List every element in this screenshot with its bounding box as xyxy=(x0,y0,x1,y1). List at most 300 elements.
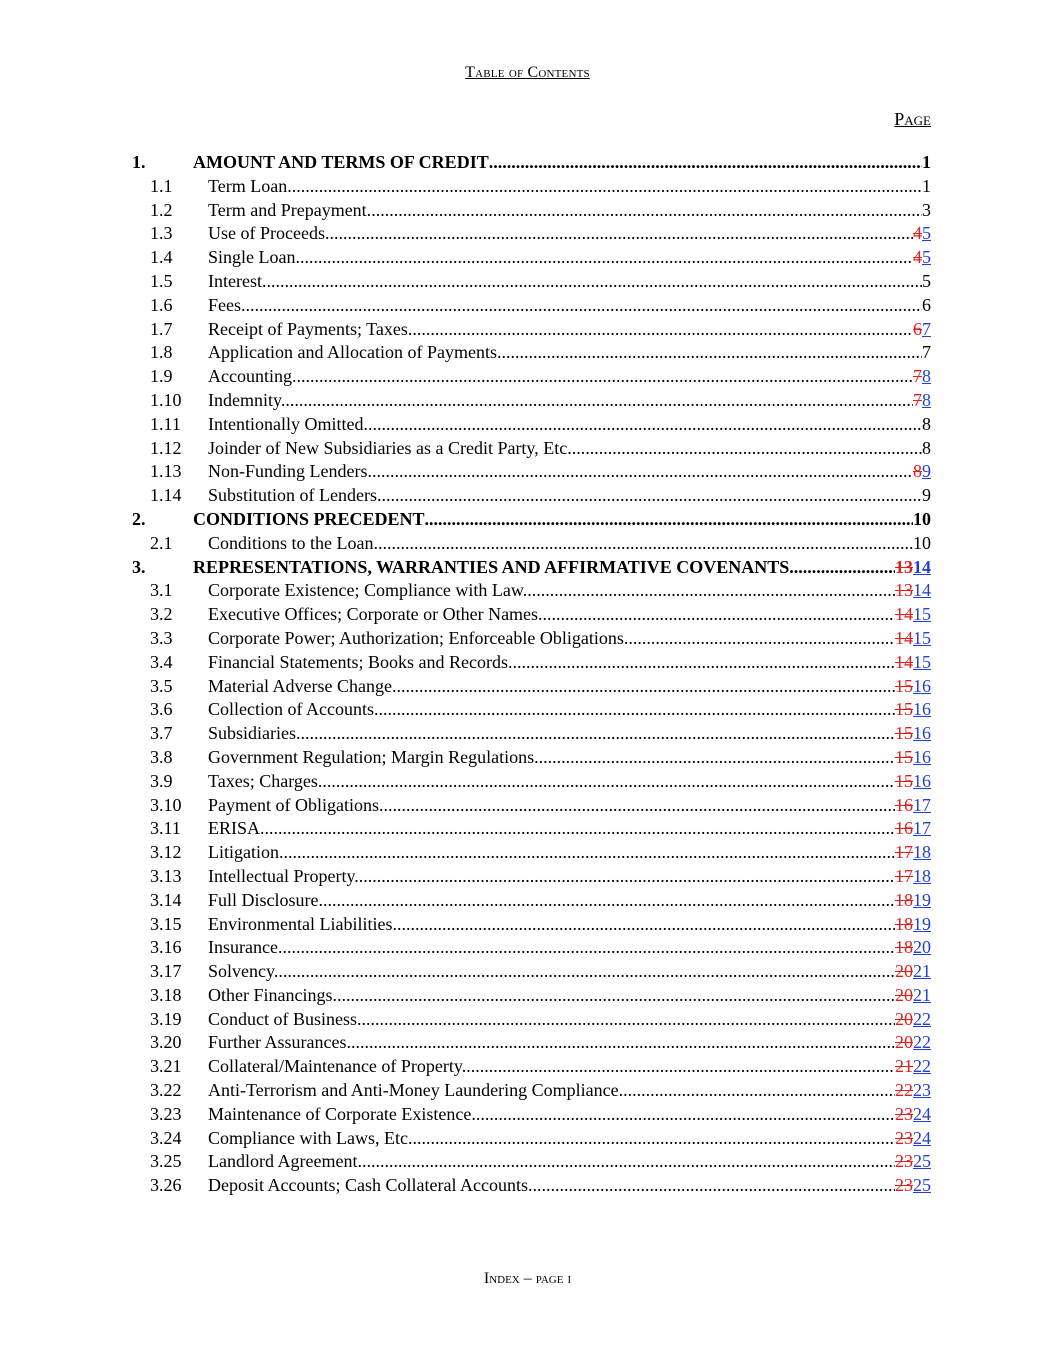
dot-leader xyxy=(292,175,922,199)
toc-page-number[interactable] xyxy=(895,1174,931,1198)
toc-entry-number: 1.1 xyxy=(150,175,173,196)
toc-page-number[interactable] xyxy=(913,318,931,342)
toc-entry-number: 3.16 xyxy=(150,937,182,958)
toc-entry-number: 3.3 xyxy=(150,627,173,648)
toc-entry-row[interactable] xyxy=(0,437,1055,461)
deleted-page-number: 16 xyxy=(895,794,913,815)
dot-leader xyxy=(300,246,913,270)
toc-entry-title[interactable]: Anti-Terrorism and Anti-Money Laundering Compliance. xyxy=(208,1080,624,1101)
deleted-page-number: 8 xyxy=(913,461,922,482)
inserted-page-number-link[interactable]: 21 xyxy=(913,984,931,1005)
toc-entry-title[interactable]: Joinder of New Subsidiaries as a Credit Party, Etc. xyxy=(208,437,572,458)
dot-leader xyxy=(501,341,922,365)
inserted-page-number-link[interactable]: 24 xyxy=(913,1103,931,1124)
toc-entry-row[interactable] xyxy=(0,199,1055,223)
inserted-page-number-link[interactable]: 18 xyxy=(913,842,931,863)
toc-entry-number: 1.10 xyxy=(150,389,182,410)
deleted-page-number: 15 xyxy=(895,675,913,696)
toc-page-number[interactable] xyxy=(895,1031,931,1055)
toc-entry-title[interactable]: Fees. xyxy=(208,294,246,315)
deleted-page-number: 15 xyxy=(895,746,913,767)
dot-leader xyxy=(532,1174,895,1198)
toc-entry-title[interactable]: Payment of Obligations. xyxy=(208,794,384,815)
dot-leader xyxy=(296,365,913,389)
deleted-page-number: 14 xyxy=(895,627,913,648)
page-number: 1 xyxy=(922,175,931,196)
toc-page-number[interactable] xyxy=(895,913,931,937)
deleted-page-number: 20 xyxy=(895,1032,913,1053)
dot-leader xyxy=(378,532,913,556)
dot-leader xyxy=(246,294,923,318)
dot-leader xyxy=(382,484,923,508)
dot-leader xyxy=(371,199,922,223)
toc-entry-title[interactable]: Further Assurances. xyxy=(208,1032,351,1053)
inserted-page-number-link[interactable]: 19 xyxy=(913,913,931,934)
toc-entry-number: 3.12 xyxy=(150,842,182,863)
inserted-page-number-link[interactable]: 5 xyxy=(922,223,931,244)
toc-entry-title[interactable]: Subsidiaries. xyxy=(208,723,301,744)
dot-leader xyxy=(412,318,913,342)
toc-page-number[interactable] xyxy=(913,532,931,556)
toc-entry-row[interactable] xyxy=(0,460,1055,484)
page-number: 8 xyxy=(922,437,931,458)
toc-page-number[interactable] xyxy=(922,294,931,318)
toc-section-row[interactable] xyxy=(0,508,1055,532)
inserted-page-number-link[interactable]: 21 xyxy=(913,961,931,982)
inserted-page-number-link[interactable]: 19 xyxy=(913,889,931,910)
toc-entry-row[interactable] xyxy=(0,365,1055,389)
toc-entry-number: 1. xyxy=(132,152,146,172)
toc-entry-number: 3.21 xyxy=(150,1056,182,1077)
toc-page-number[interactable] xyxy=(895,579,931,603)
deleted-page-number: 13 xyxy=(895,580,913,601)
dot-leader xyxy=(262,270,922,294)
dot-leader xyxy=(278,960,895,984)
inserted-page-number-link[interactable]: 16 xyxy=(913,746,931,767)
toc-entry-row[interactable] xyxy=(0,889,1055,913)
inserted-page-number-link[interactable]: 25 xyxy=(913,1151,931,1172)
toc-entry-row[interactable] xyxy=(0,175,1055,199)
toc-page-number[interactable] xyxy=(895,722,931,746)
inserted-page-number-link[interactable]: 25 xyxy=(913,1175,931,1196)
toc-entry-row[interactable] xyxy=(0,817,1055,841)
deleted-page-number: 13 xyxy=(895,556,913,577)
toc-entry-row[interactable] xyxy=(0,389,1055,413)
toc-page-number[interactable] xyxy=(895,1127,931,1151)
toc-entry-title[interactable]: Collection of Accounts. xyxy=(208,699,379,720)
toc-entry-number: 3.10 xyxy=(150,794,182,815)
toc-heading: Table of Contents xyxy=(465,64,590,81)
toc-page-number[interactable] xyxy=(895,627,931,651)
deleted-page-number: 22 xyxy=(895,1080,913,1101)
dot-leader xyxy=(378,698,895,722)
toc-entry-title[interactable]: Taxes; Charges. xyxy=(208,770,323,791)
toc-page-number[interactable] xyxy=(922,199,931,223)
toc-page-number[interactable] xyxy=(895,1055,931,1079)
inserted-page-number-link[interactable]: 15 xyxy=(913,627,931,648)
deleted-page-number: 20 xyxy=(895,961,913,982)
deleted-page-number: 14 xyxy=(895,651,913,672)
dot-leader xyxy=(362,1150,895,1174)
toc-entry-title[interactable]: Collateral/Maintenance of Property. xyxy=(208,1056,467,1077)
toc-entry-title[interactable]: Other Financings. xyxy=(208,984,337,1005)
toc-entry-title[interactable]: Single Loan. xyxy=(208,247,300,268)
toc-entry-number: 3.26 xyxy=(150,1175,182,1196)
toc-page-number[interactable] xyxy=(895,794,931,818)
page-number: 7 xyxy=(922,342,931,363)
toc-entry-title[interactable]: REPRESENTATIONS, WARRANTIES AND AFFIRMATIVE COVENANTS xyxy=(193,556,790,577)
toc-entry-row[interactable] xyxy=(0,675,1055,699)
inserted-page-number-link[interactable]: 22 xyxy=(913,1008,931,1029)
inserted-page-number-link[interactable]: 23 xyxy=(913,1080,931,1101)
toc-entry-row[interactable] xyxy=(0,1127,1055,1151)
toc-page-number[interactable] xyxy=(895,984,931,1008)
toc-entry-row[interactable] xyxy=(0,413,1055,437)
deleted-page-number: 18 xyxy=(895,913,913,934)
inserted-page-number-link[interactable]: 8 xyxy=(922,389,931,410)
dot-leader xyxy=(412,1127,895,1151)
deleted-page-number: 4 xyxy=(913,247,922,268)
toc-entry-title[interactable]: Interest xyxy=(208,270,262,291)
toc-entry-number: 3.23 xyxy=(150,1103,182,1124)
dot-leader xyxy=(512,651,895,675)
page-number: 10 xyxy=(913,508,931,529)
deleted-page-number: 4 xyxy=(913,223,922,244)
toc-page-number[interactable] xyxy=(913,365,931,389)
toc-entry-row[interactable] xyxy=(0,532,1055,556)
toc-entry-number: 2.1 xyxy=(150,532,173,553)
toc-page-number[interactable] xyxy=(895,556,931,580)
toc-page-number[interactable] xyxy=(895,817,931,841)
toc-entry-row[interactable] xyxy=(0,484,1055,508)
toc-entry-title[interactable]: Indemnity. xyxy=(208,389,286,410)
toc-page-number[interactable] xyxy=(913,246,931,270)
toc-page-number[interactable] xyxy=(895,1008,931,1032)
deleted-page-number: 18 xyxy=(895,937,913,958)
toc-page-number[interactable] xyxy=(913,508,931,532)
inserted-page-number-link[interactable]: 5 xyxy=(922,247,931,268)
toc-entry-title[interactable]: Material Adverse Change. xyxy=(208,675,397,696)
toc-entry-title[interactable]: Conduct of Business xyxy=(208,1008,358,1029)
inserted-page-number-link[interactable]: 8 xyxy=(922,366,931,387)
deleted-page-number: 23 xyxy=(895,1151,913,1172)
toc-page-number[interactable] xyxy=(895,960,931,984)
dot-leader xyxy=(368,413,922,437)
dot-leader xyxy=(396,675,895,699)
toc-entry-title[interactable]: Receipt of Payments; Taxes. xyxy=(208,318,413,339)
toc-entry-number: 3.17 xyxy=(150,961,182,982)
deleted-page-number: 20 xyxy=(895,984,913,1005)
toc-page-number[interactable] xyxy=(895,651,931,675)
toc-entry-row[interactable] xyxy=(0,1150,1055,1174)
inserted-page-number-link[interactable]: 14 xyxy=(913,556,931,577)
toc-entry-number: 1.4 xyxy=(150,247,173,268)
toc-entry-number: 1.9 xyxy=(150,366,173,387)
toc-entry-title[interactable]: Full Disclosure. xyxy=(208,889,323,910)
dot-leader xyxy=(476,1103,895,1127)
toc-page-number[interactable] xyxy=(895,865,931,889)
toc-entry-row[interactable] xyxy=(0,318,1055,342)
dot-leader xyxy=(489,151,922,175)
toc-entry-row[interactable] xyxy=(0,246,1055,270)
toc-entry-number: 3.20 xyxy=(150,1032,182,1053)
toc-entry-number: 3.25 xyxy=(150,1151,182,1172)
toc-entry-row[interactable] xyxy=(0,1103,1055,1127)
toc-entry-title[interactable]: Maintenance of Corporate Existence. xyxy=(208,1103,476,1124)
deleted-page-number: 18 xyxy=(895,889,913,910)
toc-entry-title[interactable]: Term and Prepayment. xyxy=(208,199,372,220)
toc-entry-title[interactable]: AMOUNT AND TERMS OF CREDIT xyxy=(193,152,489,172)
toc-entry-title[interactable]: Corporate Existence; Compliance with Law. xyxy=(208,580,528,601)
inserted-page-number-link[interactable]: 22 xyxy=(913,1032,931,1053)
toc-entry-number: 1.6 xyxy=(150,294,173,315)
page-number: 10 xyxy=(913,532,931,553)
toc-entry-title[interactable]: Substitution of Lenders. xyxy=(208,485,382,506)
toc-entry-row[interactable] xyxy=(0,698,1055,722)
toc-entry-title[interactable]: Deposit Accounts; Cash Collateral Accounts. xyxy=(208,1175,533,1196)
toc-entry-title[interactable]: Conditions to the Loan. xyxy=(208,532,378,553)
deleted-page-number: 7 xyxy=(913,389,922,410)
toc-page-number[interactable] xyxy=(895,1079,931,1103)
deleted-page-number: 23 xyxy=(895,1175,913,1196)
toc-entry-number: 3.19 xyxy=(150,1008,182,1029)
toc-entry-number: 1.13 xyxy=(150,461,182,482)
toc-page-number[interactable] xyxy=(895,770,931,794)
toc-entry-number: 3.5 xyxy=(150,675,173,696)
toc-entry-number: 3.13 xyxy=(150,865,182,886)
toc-entry-row[interactable] xyxy=(0,1031,1055,1055)
dot-leader xyxy=(425,508,913,532)
toc-entry-number: 3. xyxy=(132,556,146,577)
toc-entry-number: 3.4 xyxy=(150,651,173,672)
toc-entry-number: 1.5 xyxy=(150,270,173,291)
toc-page-number[interactable] xyxy=(895,698,931,722)
toc-entry-title[interactable]: Non-Funding Lenders. xyxy=(208,461,372,482)
deleted-page-number: 23 xyxy=(895,1127,913,1148)
dot-leader xyxy=(623,1079,895,1103)
deleted-page-number: 7 xyxy=(913,366,922,387)
toc-page-number[interactable] xyxy=(913,389,931,413)
toc-entry-title[interactable]: Executive Offices; Corporate or Other Names. xyxy=(208,604,543,625)
toc-entry-row[interactable] xyxy=(0,627,1055,651)
toc-entry-row[interactable] xyxy=(0,341,1055,365)
toc-entry-row[interactable] xyxy=(0,960,1055,984)
dot-leader xyxy=(301,722,896,746)
toc-page-number[interactable] xyxy=(895,889,931,913)
page-number: 1 xyxy=(922,152,931,172)
toc-page-number[interactable] xyxy=(922,484,931,508)
deleted-page-number: 17 xyxy=(895,842,913,863)
inserted-page-number-link[interactable]: 18 xyxy=(913,865,931,886)
toc-entry-row[interactable] xyxy=(0,722,1055,746)
deleted-page-number: 15 xyxy=(895,723,913,744)
dot-leader xyxy=(265,817,895,841)
page-number: 9 xyxy=(922,485,931,506)
toc-entry-title[interactable]: CONDITIONS PRECEDENT xyxy=(193,508,425,529)
deleted-page-number: 20 xyxy=(895,1008,913,1029)
page-number: 8 xyxy=(922,413,931,434)
toc-entry-title[interactable]: Corporate Power; Authorization; Enforceable Obligations. xyxy=(208,627,629,648)
toc-entry-row[interactable] xyxy=(0,913,1055,937)
toc-page-number[interactable] xyxy=(922,175,931,199)
inserted-page-number-link[interactable]: 22 xyxy=(913,1056,931,1077)
toc-entry-title[interactable]: Application and Allocation of Payments. xyxy=(208,342,502,363)
toc-entry-number: 3.22 xyxy=(150,1080,182,1101)
toc-entry-title[interactable]: Term Loan. xyxy=(208,175,292,196)
toc-entry-number: 1.7 xyxy=(150,318,173,339)
toc-entry-number: 3.7 xyxy=(150,723,173,744)
toc-page-number[interactable] xyxy=(922,341,931,365)
toc-section-row[interactable] xyxy=(0,556,1055,580)
dot-leader xyxy=(357,1008,895,1032)
toc-page-number[interactable] xyxy=(922,437,931,461)
dot-leader xyxy=(329,222,913,246)
deleted-page-number: 17 xyxy=(895,865,913,886)
deleted-page-number: 21 xyxy=(895,1056,913,1077)
toc-entry-title[interactable]: Use of Proceeds. xyxy=(208,223,330,244)
toc-entry-title[interactable]: Landlord Agreement. xyxy=(208,1151,362,1172)
toc-entry-number: 1.3 xyxy=(150,223,173,244)
page-column-label: Page xyxy=(894,109,931,129)
dot-leader xyxy=(359,865,895,889)
toc-page-number[interactable] xyxy=(895,1103,931,1127)
inserted-page-number-link[interactable]: 17 xyxy=(913,818,931,839)
toc-entry-number: 3.24 xyxy=(150,1127,182,1148)
page-number: 5 xyxy=(922,270,931,291)
toc-page-number[interactable] xyxy=(895,1150,931,1174)
toc-entry-number: 3.11 xyxy=(150,818,181,839)
toc-page-number[interactable] xyxy=(922,151,931,175)
toc-entry-title[interactable]: Litigation. xyxy=(208,842,284,863)
toc-entry-row[interactable] xyxy=(0,865,1055,889)
toc-entry-row[interactable] xyxy=(0,841,1055,865)
dot-leader xyxy=(397,913,895,937)
toc-entry-row[interactable] xyxy=(0,770,1055,794)
toc-entry-row[interactable] xyxy=(0,794,1055,818)
toc-entry-number: 3.6 xyxy=(150,699,173,720)
toc-list xyxy=(0,151,1055,1198)
toc-page-number[interactable] xyxy=(913,222,931,246)
deleted-page-number: 15 xyxy=(895,699,913,720)
toc-entry-row[interactable] xyxy=(0,1174,1055,1198)
dot-leader xyxy=(322,770,895,794)
toc-entry-title[interactable]: ERISA. xyxy=(208,818,265,839)
toc-entry-title[interactable]: Environmental Liabilities. xyxy=(208,913,397,934)
toc-page-number[interactable] xyxy=(922,270,931,294)
toc-entry-number: 1.14 xyxy=(150,485,182,506)
toc-entry-row[interactable] xyxy=(0,984,1055,1008)
inserted-page-number-link[interactable]: 7 xyxy=(922,318,931,339)
dot-leader xyxy=(383,794,895,818)
deleted-page-number: 6 xyxy=(913,318,922,339)
toc-page-number[interactable] xyxy=(895,675,931,699)
dot-leader xyxy=(789,556,895,580)
toc-entry-number: 3.8 xyxy=(150,746,173,767)
dot-leader xyxy=(372,460,913,484)
inserted-page-number-link[interactable]: 16 xyxy=(913,770,931,791)
toc-entry-row[interactable] xyxy=(0,222,1055,246)
dot-leader xyxy=(572,437,922,461)
toc-entry-title[interactable]: Insurance. xyxy=(208,937,283,958)
toc-entry-row[interactable] xyxy=(0,579,1055,603)
deleted-page-number: 23 xyxy=(895,1103,913,1124)
inserted-page-number-link[interactable]: 14 xyxy=(913,580,931,601)
toc-entry-row[interactable] xyxy=(0,746,1055,770)
deleted-page-number: 15 xyxy=(895,770,913,791)
inserted-page-number-link[interactable]: 15 xyxy=(913,604,931,625)
toc-entry-title[interactable]: Intentionally Omitted. xyxy=(208,413,368,434)
toc-entry-row[interactable] xyxy=(0,936,1055,960)
inserted-page-number-link[interactable]: 17 xyxy=(913,794,931,815)
inserted-page-number-link[interactable]: 16 xyxy=(913,699,931,720)
toc-entry-row[interactable] xyxy=(0,1008,1055,1032)
inserted-page-number-link[interactable]: 24 xyxy=(913,1127,931,1148)
toc-page-number[interactable] xyxy=(895,746,931,770)
toc-entry-title[interactable]: Accounting. xyxy=(208,366,297,387)
toc-entry-number: 1.2 xyxy=(150,199,173,220)
toc-entry-row[interactable] xyxy=(0,270,1055,294)
toc-page-number[interactable] xyxy=(922,413,931,437)
toc-entry-number: 1.11 xyxy=(150,413,181,434)
dot-leader xyxy=(284,841,896,865)
inserted-page-number-link[interactable]: 16 xyxy=(913,723,931,744)
toc-entry-row[interactable] xyxy=(0,294,1055,318)
toc-page-number[interactable] xyxy=(895,603,931,627)
toc-page-number[interactable] xyxy=(895,936,931,960)
inserted-page-number-link[interactable]: 15 xyxy=(913,651,931,672)
toc-page-number[interactable] xyxy=(913,460,931,484)
toc-entry-number: 3.9 xyxy=(150,770,173,791)
dot-leader xyxy=(282,936,895,960)
dot-leader xyxy=(628,627,895,651)
toc-entry-number: 2. xyxy=(132,508,146,529)
page-footer: Index – page i xyxy=(483,1270,572,1287)
page-number: 3 xyxy=(922,199,931,220)
inserted-page-number-link[interactable]: 9 xyxy=(922,461,931,482)
toc-entry-row[interactable] xyxy=(0,651,1055,675)
inserted-page-number-link[interactable]: 16 xyxy=(913,675,931,696)
toc-entry-title[interactable]: Government Regulation; Margin Regulations xyxy=(208,746,535,767)
inserted-page-number-link[interactable]: 20 xyxy=(913,937,931,958)
dot-leader xyxy=(466,1055,895,1079)
toc-entry-title[interactable]: Financial Statements; Books and Records. xyxy=(208,651,513,672)
toc-entry-number: 3.15 xyxy=(150,913,182,934)
deleted-page-number: 14 xyxy=(895,604,913,625)
toc-section-row[interactable] xyxy=(0,151,1055,175)
dot-leader xyxy=(527,579,895,603)
toc-page-number[interactable] xyxy=(895,841,931,865)
dot-leader xyxy=(337,984,895,1008)
toc-entry-row[interactable] xyxy=(0,1079,1055,1103)
toc-entry-row[interactable] xyxy=(0,1055,1055,1079)
toc-entry-title[interactable]: Intellectual Property. xyxy=(208,865,359,886)
toc-entry-number: 3.14 xyxy=(150,889,182,910)
toc-entry-title[interactable]: Solvency. xyxy=(208,961,279,982)
dot-leader xyxy=(534,746,895,770)
toc-entry-number: 3.2 xyxy=(150,604,173,625)
dot-leader xyxy=(351,1031,895,1055)
toc-entry-number: 1.8 xyxy=(150,342,173,363)
page-number: 6 xyxy=(922,294,931,315)
dot-leader xyxy=(285,389,913,413)
toc-entry-row[interactable] xyxy=(0,603,1055,627)
toc-entry-number: 3.18 xyxy=(150,984,182,1005)
toc-entry-number: 3.1 xyxy=(150,580,173,601)
toc-entry-number: 1.12 xyxy=(150,437,182,458)
dot-leader xyxy=(543,603,895,627)
toc-entry-title[interactable]: Compliance with Laws, Etc. xyxy=(208,1127,413,1148)
deleted-page-number: 16 xyxy=(895,818,913,839)
